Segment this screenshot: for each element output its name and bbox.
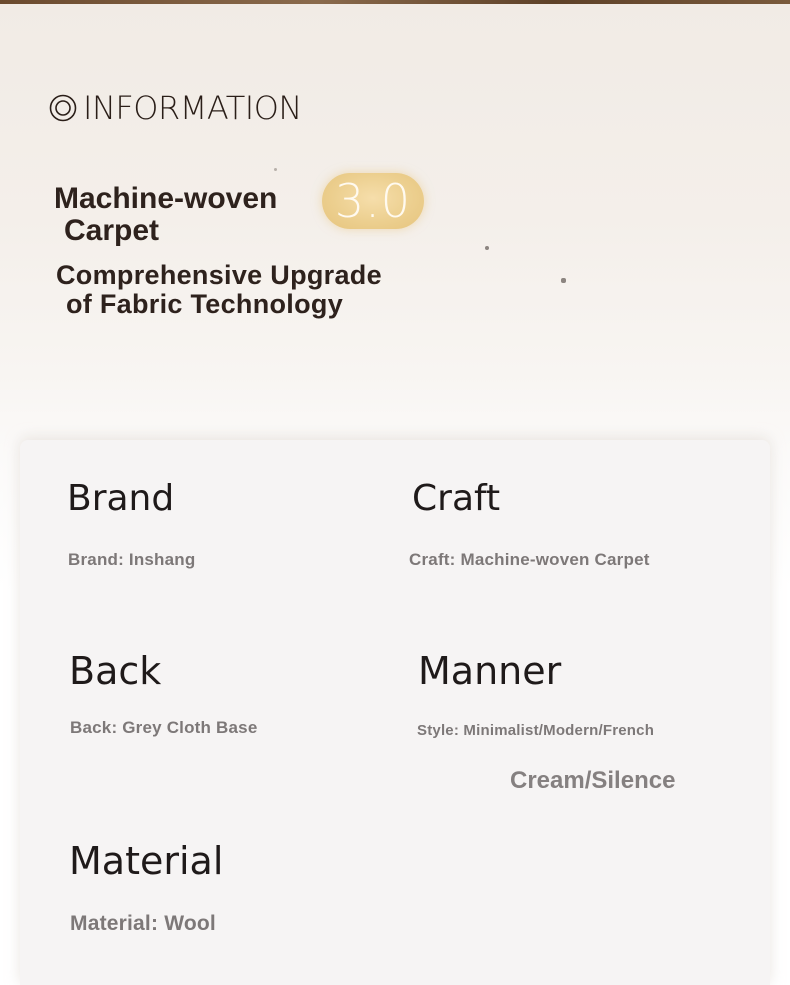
dust-speck bbox=[274, 168, 277, 171]
dust-speck bbox=[561, 278, 566, 283]
section-title: INFORMATION bbox=[83, 89, 302, 127]
brand-heading: Brand bbox=[67, 478, 175, 519]
headline-line-2: Carpet bbox=[64, 214, 160, 247]
top-photo-strip bbox=[0, 0, 790, 4]
attributes-card bbox=[20, 440, 770, 985]
craft-heading: Craft bbox=[412, 478, 501, 519]
subheadline-line-1: Comprehensive Upgrade bbox=[56, 260, 382, 290]
craft-value: Craft: Machine-woven Carpet bbox=[409, 550, 650, 569]
version-badge: 3.0 bbox=[322, 173, 424, 229]
material-value: Material: Wool bbox=[70, 912, 216, 935]
manner-color-value: Cream/Silence bbox=[510, 767, 676, 794]
back-heading: Back bbox=[69, 649, 162, 693]
target-circle-icon bbox=[49, 94, 77, 122]
dust-speck bbox=[485, 246, 489, 250]
brand-value: Brand: Inshang bbox=[68, 550, 196, 569]
back-value: Back: Grey Cloth Base bbox=[70, 718, 258, 737]
manner-heading: Manner bbox=[418, 649, 562, 693]
section-header bbox=[49, 88, 302, 128]
manner-value: Style: Minimalist/Modern/French bbox=[417, 722, 655, 739]
subheadline-line-2: of Fabric Technology bbox=[66, 289, 344, 319]
material-heading: Material bbox=[69, 839, 224, 883]
headline-line-1: Machine-woven bbox=[54, 182, 278, 215]
